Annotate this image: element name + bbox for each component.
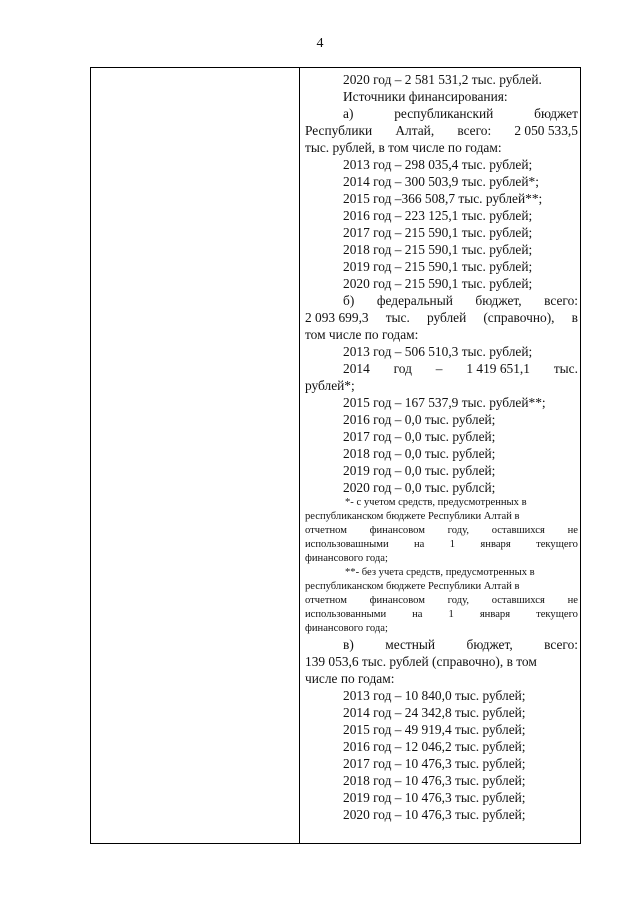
- word: не: [567, 595, 578, 606]
- footnote-line-justified: [305, 538, 578, 552]
- text-line: 2020 год – 215 590,1 тыс. рублей;: [343, 276, 533, 291]
- text-line: 2016 год – 223 125,1 тыс. рублей;: [343, 208, 533, 223]
- footnote-line-justified: [305, 524, 578, 538]
- text-line: 2016 год – 12 046,2 тыс. рублей;: [343, 739, 526, 754]
- text-line-justified: [305, 360, 578, 377]
- footnote-line: финансового года;: [305, 623, 388, 634]
- word: Алтай,: [395, 123, 435, 138]
- text-line: 2019 год – 10 476,3 тыс. рублей;: [343, 790, 526, 805]
- word: использовашными: [305, 539, 389, 550]
- footnote-line: *- с учетом средств, предусмотренных в: [345, 497, 527, 508]
- word: б): [343, 293, 355, 308]
- word: на: [414, 539, 425, 550]
- word: всего:: [544, 293, 578, 308]
- text-line: 139 053,6 тыс. рублей (справочно), в том: [305, 654, 537, 669]
- word: (справочно),: [483, 310, 555, 325]
- word: федеральный: [376, 293, 453, 308]
- text-line: 2015 год –366 508,7 тыс. рублей**;: [343, 191, 543, 206]
- word: 1 419 651,1: [466, 361, 530, 376]
- word: января: [480, 539, 511, 550]
- word: оставшихся: [491, 525, 545, 536]
- column-divider: [299, 68, 300, 843]
- word: год: [393, 361, 412, 376]
- word: тыс.: [385, 310, 410, 325]
- text-line: 2016 год – 0,0 тыс. рублей;: [343, 412, 496, 427]
- text-line: 2020 год – 10 476,3 тыс. рублей;: [343, 807, 526, 822]
- document-table: [90, 67, 581, 844]
- footnote-line-justified: [305, 608, 578, 622]
- page-number: 4: [316, 36, 324, 51]
- footnote-line: **- без учета средств, предусмотренных в: [345, 567, 535, 578]
- word: текущего: [536, 539, 578, 550]
- funding-text-cell: [305, 71, 578, 823]
- text-line: 2020 год – 2 581 531,2 тыс. рублей.: [343, 72, 542, 87]
- word: местный: [385, 637, 436, 652]
- word: всего:: [544, 637, 578, 652]
- word: 2 050 533,5: [514, 123, 578, 138]
- word: финансовом: [369, 595, 425, 606]
- word: году,: [447, 525, 470, 536]
- text-line: 2017 год – 0,0 тыс. рублей;: [343, 429, 496, 444]
- text-line: 2017 год – 10 476,3 тыс. рублей;: [343, 756, 526, 771]
- footnote-line-justified: [305, 594, 578, 608]
- word: 1: [449, 539, 456, 550]
- text-line: рублей*;: [305, 378, 355, 393]
- text-line: 2018 год – 0,0 тыс. рублей;: [343, 446, 496, 461]
- word: всего:: [457, 123, 492, 138]
- word: оставшихся: [491, 595, 545, 606]
- word: бюджет,: [475, 293, 522, 308]
- word: 2014: [343, 361, 370, 376]
- word: республиканский: [394, 106, 494, 121]
- word: Республики: [305, 123, 373, 138]
- word: финансовом: [369, 525, 425, 536]
- footnote-line: республиканском бюджете Республики Алтай в: [305, 581, 520, 592]
- word: на: [412, 609, 423, 620]
- word: 1: [448, 609, 454, 620]
- text-line: тыс. рублей, в том числе по годам:: [305, 140, 502, 155]
- text-line: 2015 год – 49 919,4 тыс. рублей;: [343, 722, 526, 737]
- text-line: 2018 год – 10 476,3 тыс. рублей;: [343, 773, 526, 788]
- text-line: 2013 год – 506 510,3 тыс. рублей;: [343, 344, 533, 359]
- word: –: [435, 361, 443, 376]
- text-line: 2019 год – 215 590,1 тыс. рублей;: [343, 259, 533, 274]
- word: а): [343, 106, 354, 121]
- text-line: числе по годам:: [305, 671, 395, 686]
- word: 2 093 699,3: [305, 310, 369, 325]
- word: отчетном: [305, 595, 347, 606]
- word: в): [343, 637, 354, 652]
- word: тыс.: [553, 361, 578, 376]
- word: в: [571, 310, 578, 325]
- text-line-justified: [305, 292, 578, 309]
- text-line: 2013 год – 10 840,0 тыс. рублей;: [343, 688, 526, 703]
- footnote-line: республиканском бюджете Республики Алтай в: [305, 511, 520, 522]
- text-line: 2019 год – 0,0 тыс. рублей;: [343, 463, 496, 478]
- text-line-justified: [305, 105, 578, 122]
- text-line-justified: [305, 309, 578, 326]
- text-line: 2014 год – 24 342,8 тыс. рублей;: [343, 705, 526, 720]
- text-line: том числе по годам:: [305, 327, 419, 342]
- word: бюджет: [534, 106, 578, 121]
- word: использованными: [305, 609, 387, 620]
- word: рублей: [426, 310, 467, 325]
- text-line: 2015 год – 167 537,9 тыс. рублей**;: [343, 395, 546, 410]
- text-line: 2020 год – 0,0 тыс. рублсй;: [343, 480, 496, 495]
- word: января: [479, 609, 511, 620]
- text-line-justified: [305, 122, 578, 139]
- text-line: 2014 год – 300 503,9 тыс. рублей*;: [343, 174, 539, 189]
- word: бюджет,: [466, 637, 513, 652]
- text-line: 2017 год – 215 590,1 тыс. рублей;: [343, 225, 533, 240]
- word: не: [567, 525, 578, 536]
- word: году,: [447, 595, 470, 606]
- footnote-line: финансового года;: [305, 553, 388, 564]
- word: текущего: [536, 609, 578, 620]
- text-line: 2013 год – 298 035,4 тыс. рублей;: [343, 157, 533, 172]
- funding-sources-heading: Источники финансирования:: [343, 89, 508, 104]
- text-line-justified: [305, 636, 578, 653]
- word: отчетном: [305, 525, 347, 536]
- text-line: 2018 год – 215 590,1 тыс. рублей;: [343, 242, 533, 257]
